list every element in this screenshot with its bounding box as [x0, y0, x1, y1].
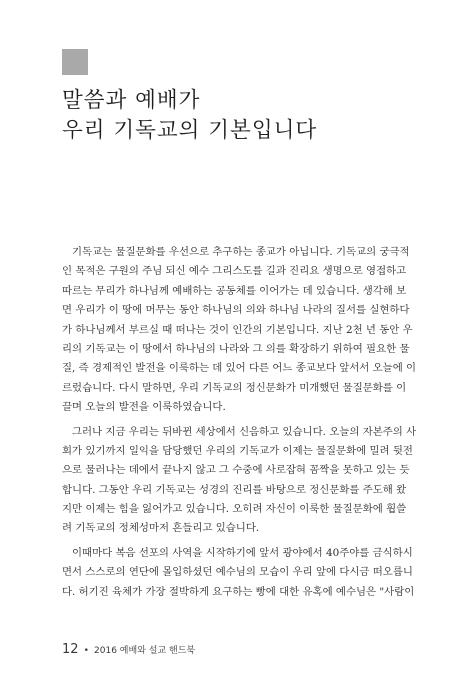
book-title: 2016 예배와 설교 핸드북: [94, 646, 196, 656]
paragraph-1: [62, 243, 420, 418]
chapter-title: [62, 86, 317, 146]
footer-separator: •: [83, 646, 89, 656]
chapter-title-line-2: 우리 기독교의 기본입니다: [62, 118, 318, 143]
text-line: 회가 있기까지 일익을 담당했던 우리의 기독교가 이제는 물질문화에 밀려 뒷전: [62, 444, 413, 457]
page-number: 12: [62, 642, 79, 657]
text-line: 따르는 무리가 하나님께 예배하는 공동체를 이어가는 데 있습니다. 생각해 보: [62, 284, 407, 297]
text-line: 끌며 오늘의 발전을 이룩하였습니다.: [62, 401, 226, 414]
text-line: 으로 물러나는 데에서 끝나지 않고 그 수중에 사로잡혀 꼼짝을 못하고 있는 듯: [62, 464, 410, 477]
text-line: 기독교는 물질문화를 우선으로 추구하는 종교가 아닙니다. 기독교의 궁극적: [72, 246, 410, 258]
chapter-title-line-1: 말씀과 예배가: [62, 88, 201, 113]
text-line: 가 하나님께서 부르실 때 떠나는 것이 인간의 기본입니다. 지난 2천 년 동안 우: [62, 323, 413, 336]
text-line: 려 기독교의 정체성마저 흔들리고 있습니다.: [62, 522, 260, 535]
paragraph-3: [62, 544, 420, 602]
decorative-gray-square: [62, 49, 88, 75]
text-line: 그러나 지금 우리는 뒤바뀐 세상에서 신음하고 있습니다. 오늘의 자본주의 사: [72, 425, 417, 438]
text-line: 면 우리가 이 땅에 머무는 동안 하나님의 의와 하나님 나라의 질서를 실현하다: [62, 304, 410, 317]
page-footer: [62, 638, 195, 657]
text-line: 르렀습니다. 다시 말하면, 우리 기독교의 정신문화가 미개했던 물질문화를 이: [62, 381, 407, 394]
text-line: 면서 스스로의 연단에 몰입하셨던 예수님의 모습이 우리 앞에 다시금 떠오릅니: [62, 566, 413, 579]
body-text: [62, 243, 420, 602]
text-line: 이때마다 복음 선포의 사역을 시작하기에 앞서 광야에서 40주야를 금식하시: [72, 546, 413, 559]
text-line: 인 목적은 구원의 주님 되신 예수 그리스도를 길과 진리요 생명으로 영접하고: [62, 265, 407, 278]
text-line: 지만 이제는 힘을 잃어가고 있습니다. 오히려 자신이 이룩한 물질문화에 휩쓸: [62, 503, 407, 516]
text-line: 질, 즉 경제적인 발전을 이룩하는 데 있어 다른 어느 종교보다 앞서서 오늘에 이: [62, 362, 417, 375]
paragraph-2: [62, 423, 420, 539]
text-line: 다. 허기진 육체가 가장 절박하게 요구하는 빵에 대한 유혹에 예수님은 "사람이: [62, 585, 415, 598]
text-line: 리의 기독교는 이 땅에서 하나님의 나라와 그 의를 확장하기 위하여 필요한 물: [62, 342, 410, 355]
text-line: 합니다. 그동안 우리 기독교는 성경의 진리를 바탕으로 정신문화를 주도해 왔: [62, 483, 407, 496]
